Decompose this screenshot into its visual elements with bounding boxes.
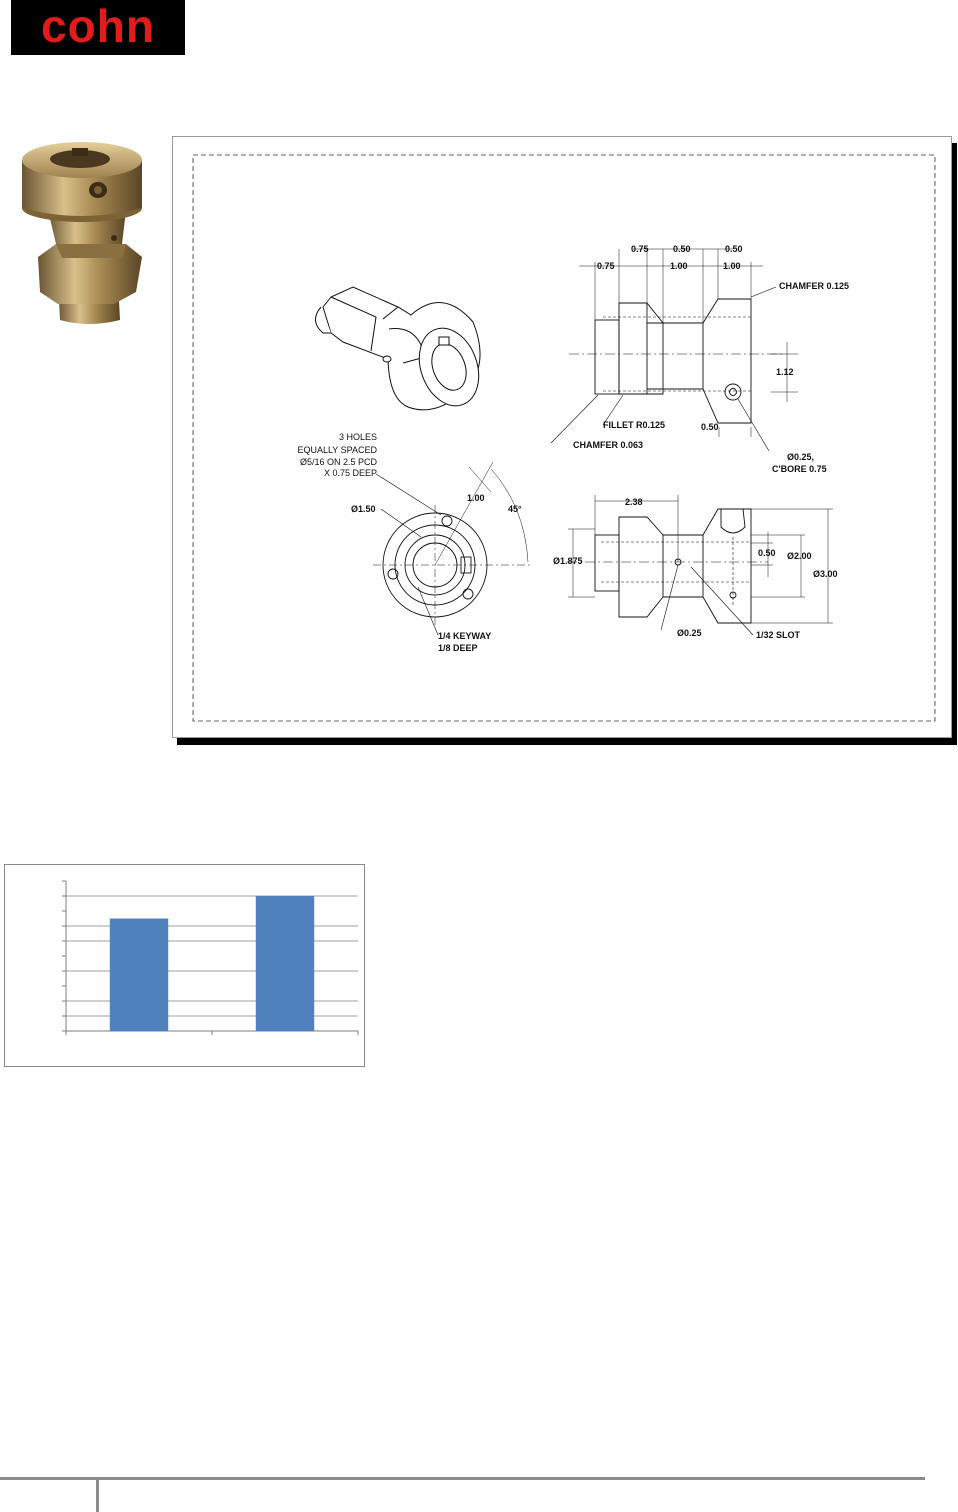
dim-112-label: 1.12 [776,367,794,377]
section-view [567,495,833,635]
dia-150-label: Ø1.50 [351,504,376,514]
end-view [373,462,533,635]
top-dim-075b: 0.75 [597,261,615,271]
dia-1875-label: Ø1.875 [553,556,583,566]
keyway-line-2: 1/8 DEEP [438,643,478,653]
logo-text: cohn [41,0,155,52]
top-dim-075a: 0.75 [631,244,649,254]
bar-chart [5,865,366,1068]
chart-bar-1 [110,919,168,1032]
top-dim-050b: 0.50 [725,244,743,254]
dia-300-label: Ø3.00 [813,569,838,579]
chart-frame [4,864,365,1067]
top-dim-050a: 0.50 [673,244,691,254]
dim-050-right-label: 0.50 [758,548,776,558]
chamfer-0125-label: CHAMFER 0.125 [779,281,850,291]
holes-note-line-2: EQUALLY SPACED [297,445,377,455]
angle-45-label: 45° [508,504,522,514]
holes-note-line-1: 3 HOLES [338,432,377,442]
dim-238-label: 2.38 [625,497,643,507]
company-logo [11,0,185,55]
fillet-label: FILLET R0.125 [603,420,666,430]
chart-bar-2 [256,896,314,1031]
top-dim-100b: 1.00 [723,261,741,271]
footer-divider [96,1480,99,1512]
dim-050-left-label: 0.50 [701,422,719,432]
isometric-view [315,287,489,414]
footer-rule [0,1477,925,1480]
technical-drawing [173,137,953,739]
dim-100-label: 1.00 [467,493,485,503]
cbore-label-1: Ø0.25, [787,452,815,462]
top-dim-100a: 1.00 [670,261,688,271]
dia-200-label: Ø2.00 [787,551,812,561]
chamfer-0063-label: CHAMFER 0.063 [573,440,644,450]
keyway-line-1: 1/4 KEYWAY [438,631,492,641]
dia-025-label: Ø0.25 [677,628,702,638]
holes-note-line-4: X 0.75 DEEP [323,468,377,478]
drawing-sheet [172,136,952,738]
holes-note-line-3: Ø5/16 ON 2.5 PCD [299,457,377,467]
slot-label: 1/32 SLOT [756,630,801,640]
part-3d-render [18,132,148,330]
side-elevation-top [551,249,798,451]
cbore-label-2: C'BORE 0.75 [772,464,827,474]
